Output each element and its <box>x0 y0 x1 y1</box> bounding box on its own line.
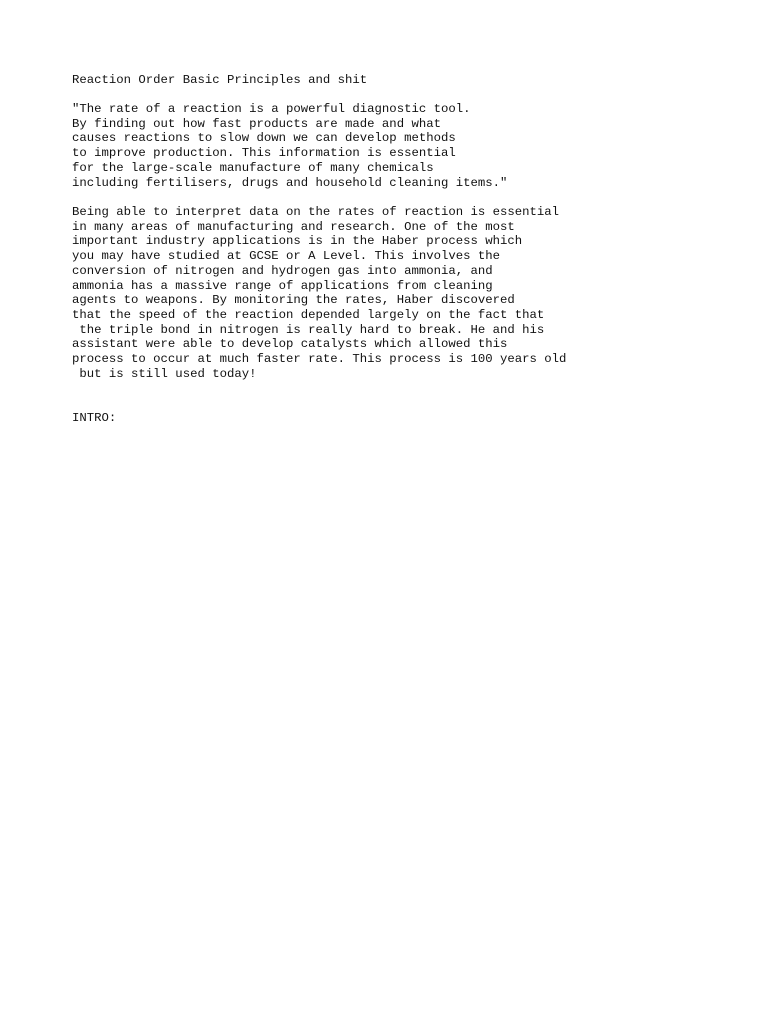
opening-quote: "The rate of a reaction is a powerful diagnostic tool. By finding out how fast products are made and what causes reactions to slow down we can develop methods to improve production. This information is essential for the large-scale manufacture of many chemicals including fertilisers, drugs and household cleaning items." <box>72 102 508 190</box>
body-paragraph: Being able to interpret data on the rates of reaction is essential in many areas of manufacturing and research. One of the most important industry applications is in the Haber process which you may have studied at GCSE or A Level. This involves the conversion of nitrogen and hydrogen gas into ammonia, and ammonia has a massive range of applications from cleaning agents to weapons. By monitoring the rates, Haber discovered that the speed of the reaction depended largely on the fact that the triple bond in nitrogen is really hard to break. He and his assistant were able to develop catalysts which allowed this process to occur at much faster rate. This process is 100 years old but is still used today! <box>72 205 567 381</box>
document-title: Reaction Order Basic Principles and shit <box>72 73 368 87</box>
intro-heading: INTRO: <box>72 411 117 425</box>
